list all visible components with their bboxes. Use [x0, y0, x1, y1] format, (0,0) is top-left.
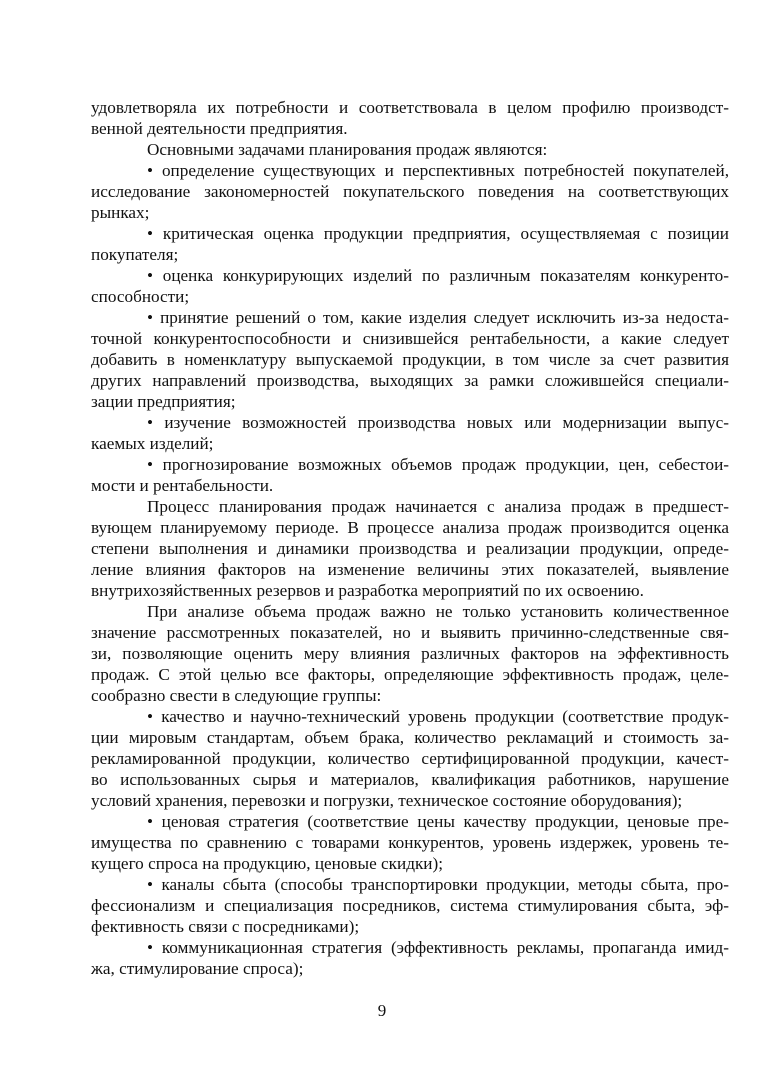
text-line: рынках; [91, 203, 150, 222]
text-line: • ценовая стратегия (соответствие цены качеству продукции, ценовые пре- [147, 812, 729, 831]
text-line: • принятие решений о том, какие изделия следует исключить из-за недоста- [147, 308, 729, 327]
text-line: При анализе объема продаж важно не только установить количественное [147, 602, 729, 621]
text-line: сообразно свести в следующие группы: [91, 686, 382, 705]
paragraph [91, 874, 729, 937]
text-line: каемых изделий; [91, 434, 214, 453]
paragraph [91, 601, 729, 706]
text-line: Основными задачами планирования продаж являются: [147, 140, 548, 159]
text-line: • изучение возможностей производства новых или модернизации выпус- [147, 413, 729, 432]
text-line: • критическая оценка продукции предприятия, осуществляемая с позиции [147, 224, 729, 243]
text-line: во использованных сырья и материалов, квалификация работников, нарушение [91, 770, 729, 789]
page-body [91, 97, 729, 979]
text-line: продаж. С этой целью все факторы, определяющие эффективность продаж, целе- [91, 665, 729, 684]
text-line: способности; [91, 287, 190, 306]
paragraph [91, 706, 729, 811]
text-line: • определение существующих и перспективных потребностей покупателей, [147, 161, 729, 180]
text-line: • каналы сбыта (способы транспортировки продукции, методы сбыта, про- [147, 875, 729, 894]
paragraph [91, 412, 729, 454]
text-line: фективность связи с посредниками); [91, 917, 360, 936]
paragraph [91, 307, 729, 412]
text-line: мости и рентабельности. [91, 476, 274, 495]
text-line: других направлений производства, выходящих за рамки сложившейся специали- [91, 371, 729, 390]
text-line: имущества по сравнению с товарами конкурентов, уровень издержек, уровень те- [91, 833, 729, 852]
text-line: зации предприятия; [91, 392, 236, 411]
text-line: кущего спроса на продукцию, ценовые скидки); [91, 854, 443, 873]
text-line: ции мировым стандартам, объем брака, количество рекламаций и стоимость за- [91, 728, 729, 747]
paragraph [91, 139, 729, 160]
paragraph [91, 937, 729, 979]
paragraph [91, 160, 729, 223]
text-line: зи, позволяющие оценить меру влияния различных факторов на эффективность [91, 644, 729, 663]
text-line: точной конкурентоспособности и снизившейся рентабельности, а какие следует [91, 329, 729, 348]
text-line: значение рассмотренных показателей, но и выявить причинно-следственные свя- [91, 623, 729, 642]
text-line: покупателя; [91, 245, 179, 264]
text-line: ление влияния факторов на изменение величины этих показателей, выявление [91, 560, 729, 579]
text-line: Процесс планирования продаж начинается с анализа продаж в предшест- [147, 497, 729, 516]
text-line: удовлетворяла их потребности и соответствовала в целом профилю производст- [91, 98, 729, 117]
text-line: • оценка конкурирующих изделий по различным показателям конкуренто- [147, 266, 729, 285]
text-line: исследование закономерностей покупательского поведения на соответствующих [91, 182, 729, 201]
paragraph [91, 454, 729, 496]
text-line: • коммуникационная стратегия (эффективность рекламы, пропаганда имид- [147, 938, 729, 957]
text-line: жа, стимулирование спроса); [91, 959, 304, 978]
text-line: вующем планируемому периоде. В процессе анализа продаж производится оценка [91, 518, 729, 537]
text-line: добавить в номенклатуру выпускаемой продукции, в том числе за счет развития [91, 350, 729, 369]
paragraph [91, 223, 729, 265]
paragraph [91, 265, 729, 307]
text-line: степени выполнения и динамики производства и реализации продукции, опреде- [91, 539, 729, 558]
paragraph [91, 811, 729, 874]
text-line: рекламированной продукции, количество сертифицированной продукции, качест- [91, 749, 729, 768]
paragraph [91, 496, 729, 601]
page-number: 9 [377, 1001, 387, 1020]
text-line: • прогнозирование возможных объемов продаж продукции, цен, себестои- [147, 455, 729, 474]
text-line: внутрихозяйственных резервов и разработка мероприятий по их освоению. [91, 581, 644, 600]
text-line: условий хранения, перевозки и погрузки, техническое состояние оборудования); [91, 791, 683, 810]
paragraph [91, 97, 729, 139]
text-line: фессионализм и специализация посредников, система стимулирования сбыта, эф- [91, 896, 729, 915]
text-line: венной деятельности предприятия. [91, 119, 348, 138]
text-line: • качество и научно-технический уровень продукции (соответствие продук- [147, 707, 729, 726]
